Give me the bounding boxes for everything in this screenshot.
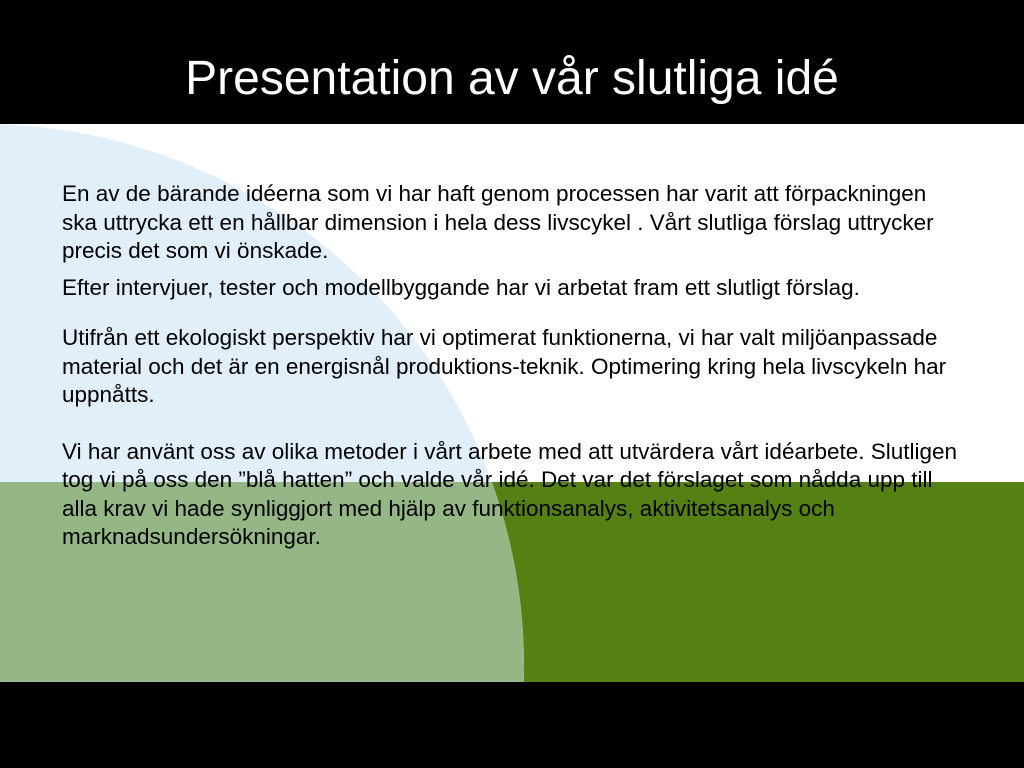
slide-title: Presentation av vår slutliga idé	[185, 52, 839, 105]
paragraph-4: Vi har använt oss av olika metoder i vårt arbete med att utvärdera vårt idéarbete. Slutligen tog vi på oss den ”blå hatten” och valde vår idé. Det var det förslaget som nådda upp till alla krav vi hade synliggjort med hjälp av funktionsanalys, aktivitetsanalys och marknadsundersökningar.	[62, 438, 958, 549]
paragraph-1: En av de bärande idéerna som vi har haft genom processen har varit att förpackningen ska uttrycka ett en hållbar dimension i hela dess livscykel . Vårt slutliga förslag uttrycker precis det som vi önskade.	[62, 181, 934, 263]
paragraph-3: Utifrån ett ekologiskt perspektiv har vi optimerat funktionerna, vi har valt miljöanpassade material och det är en energisnål produktions-teknik. Optimering kring hela livscykeln har uppnåtts.	[62, 325, 947, 407]
paragraph-2: Efter intervjuer, tester och modellbyggande har vi arbetat fram ett slutligt förslag.	[62, 274, 860, 300]
body-text	[62, 180, 962, 552]
